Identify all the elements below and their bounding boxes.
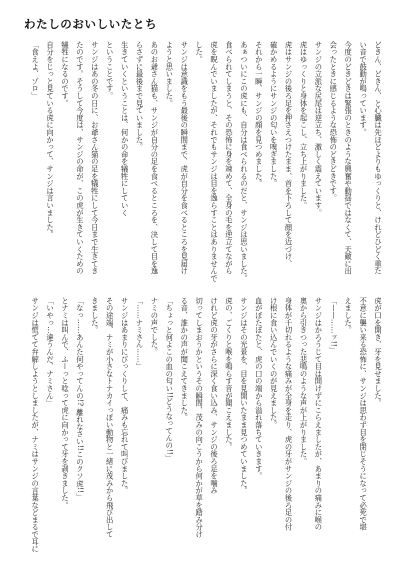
text-column: えました。 [344, 297, 354, 334]
text-column: ということです。 [105, 41, 115, 100]
text-column: 確かめるようにサンジの匂いを嗅ぎました。 [269, 41, 279, 187]
text-column: 「ちょっと何よこの血の匂い!!どうなってんの!!」 [165, 297, 175, 463]
text-column: 不意に襲い来る恐怖に、サンジは思わず目を閉じそうになって必死で堪 [359, 297, 369, 531]
text-column: サンジは意識をもう最後の瞬間まで、虎が自分を食べるところを見届け [180, 41, 190, 275]
text-column: 犠牲になるのです。 [60, 41, 70, 107]
text-column: した。 [195, 41, 205, 63]
text-column: 「——……ッ!!」 [329, 297, 339, 354]
text-column: どきん、どきん、と心臓は先ほどよりもゆっくりと、けれどひどく重た [374, 41, 383, 275]
text-column: け根に食い込んでいくのが見えました。 [269, 297, 279, 429]
text-column: 食べられてしまうと、その恐怖に身を竦めて、全身の毛を逆立てながら [224, 41, 234, 275]
text-column: 生きていくということは、何かの命を犠牲にしていく [120, 41, 130, 217]
text-column: 虎はゆっくりと身体を起こし、立ち上がりました。 [299, 41, 309, 209]
text-column: サンジはあまりにびっくりして、痛みも忘れて叫びました。 [120, 297, 130, 495]
text-column: 今度のどきどきは緊張のときのような興奮や動揺ではなくて、天敵に出 [344, 41, 354, 275]
text-column: 切ってしまおうかというその瞬間、茂みの向こうから何かが草を踏み分け [195, 297, 205, 538]
text-column: サンジはかろうじて目は開けずにこらえましたが、あまりの痛みに喉の [314, 297, 324, 531]
text-column: サンジは慌てて弁解しようとしましたが、ナミはサンジの言葉などまるで耳に [31, 297, 41, 553]
upper-text-block [27, 41, 385, 287]
text-column: その途端、ナミが小さなトナカイっぽい動物と一緒に茂みから飛び出して [105, 297, 115, 538]
text-column: 虎の、ごくりと喉を鳴らす音が聞こえました。 [224, 297, 234, 451]
text-column: 「いやっ…違うんだ、ナミさん」 [46, 297, 56, 407]
text-column: あのお爺さん猫も、サンジが自分の足を食べるところを、決して目を逸 [150, 41, 160, 275]
text-column: 身体が千切れるような痛みが全身を走り、虎の牙がサンジの後ろ足の付 [284, 297, 294, 531]
lower-text-block [27, 297, 385, 569]
text-column: 自分をじっと見ている虎に向かって、サンジは言いました。 [46, 41, 56, 239]
text-column: あぁついにこの虎にも、自分は食べられるのだと、サンジは思いました。 [239, 41, 249, 282]
text-column: 会ったときに感じるような恐怖のどきどきです。 [329, 41, 339, 202]
text-column: らさずに最後まで見ていました。 [135, 41, 145, 151]
text-column: きました。 [90, 297, 100, 334]
text-column: サンジの立派な尻尾は逆立ち、激しく震えています。 [314, 41, 324, 217]
text-column: 虎はサンジの後ろ足を押さえつけたまま、首を下ろして顔を近づけ、 [284, 41, 294, 268]
text-column: い音で鼓動が鳴っています。 [359, 41, 369, 136]
text-column: 血がぼたぼたと、虎の口の端から溢れ落ちていきます。 [254, 297, 264, 480]
text-column: とナミは叫んで、ふーっと唸って虎に向かって牙を剥きました。 [60, 297, 70, 509]
text-column: 奥から引きつった悲鳴のような声が上がりました。 [299, 297, 309, 465]
text-column: 虎が口を開き、牙を見せました。 [374, 297, 383, 407]
text-column: 「……ナミさん……」 [135, 297, 145, 370]
text-column: サンジはその光景を、目を見開いたまま見つめていました。 [239, 297, 249, 495]
text-column: ようと思いました。 [165, 41, 175, 107]
text-column: サンジはあの冬の日に、お爺さん猫の足を犠牲にして今日まで生きてき [90, 41, 100, 275]
text-column: る音、誰かの声が聞こえてきました。 [180, 297, 190, 422]
text-column: 「なっ……あんた何やってんの!? 離れなさい!!このクソ虎!!」 [75, 297, 85, 501]
text-column: けれど虎の牙がさらに深く食い込み、サンジの後ろ足を噛み [210, 297, 220, 495]
text-column: 虎を睨んでいましたが、それでもサンジは目を逸らすことはありませんで [210, 41, 220, 282]
text-column: 「食えよ、ゾロ」 [31, 41, 41, 100]
text-column: たのです。そうして今度は、サンジの命が、この虎が生きていくための [75, 41, 85, 275]
text-column: それから一瞬、サンジの顔を見つめました。 [254, 41, 264, 187]
text-column: ナミの声でした。 [150, 297, 160, 356]
page-title: わたしのおいしいたとち [24, 17, 158, 31]
